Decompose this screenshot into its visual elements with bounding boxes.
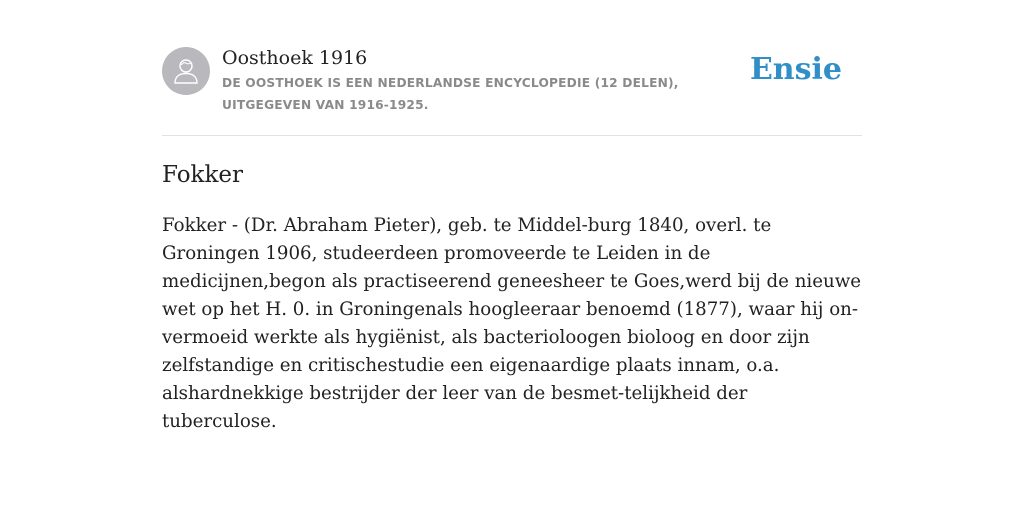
source-title[interactable]: Oosthoek 1916 (222, 47, 368, 69)
source-avatar (162, 47, 210, 95)
entry-body: Fokker - (Dr. Abraham Pieter), geb. te Middel-burg 1840, overl. te Groningen 1906, studeerdeen promoveerde te Leiden in de medicijnen,begon als practiseerend geneesheer te Goes,werd bij de nieuwe wet op het H. 0. in Groningenals hoogleeraar benoemd (1877), waar hij on-vermoeid werkte als hygiënist, als bacterioloogen bioloog en door zijn zelfstandige en critischestudie een eigenaardige plaats innam, o.a. alshardnekkige bestrijder der leer van de besmet-telijkheid der tuberculose. (162, 215, 862, 432)
source-header (162, 44, 862, 136)
entry-title: Fokker (162, 162, 244, 188)
ensie-logo[interactable]: Ensie (749, 52, 842, 87)
user-icon (171, 56, 201, 86)
entry-card (162, 44, 862, 432)
source-description: DE OOSTHOEK IS EEN NEDERLANDSE ENCYCLOPEDIE (12 DELEN), UITGEGEVEN VAN 1916-1925. (222, 76, 679, 112)
source-meta (222, 44, 762, 116)
